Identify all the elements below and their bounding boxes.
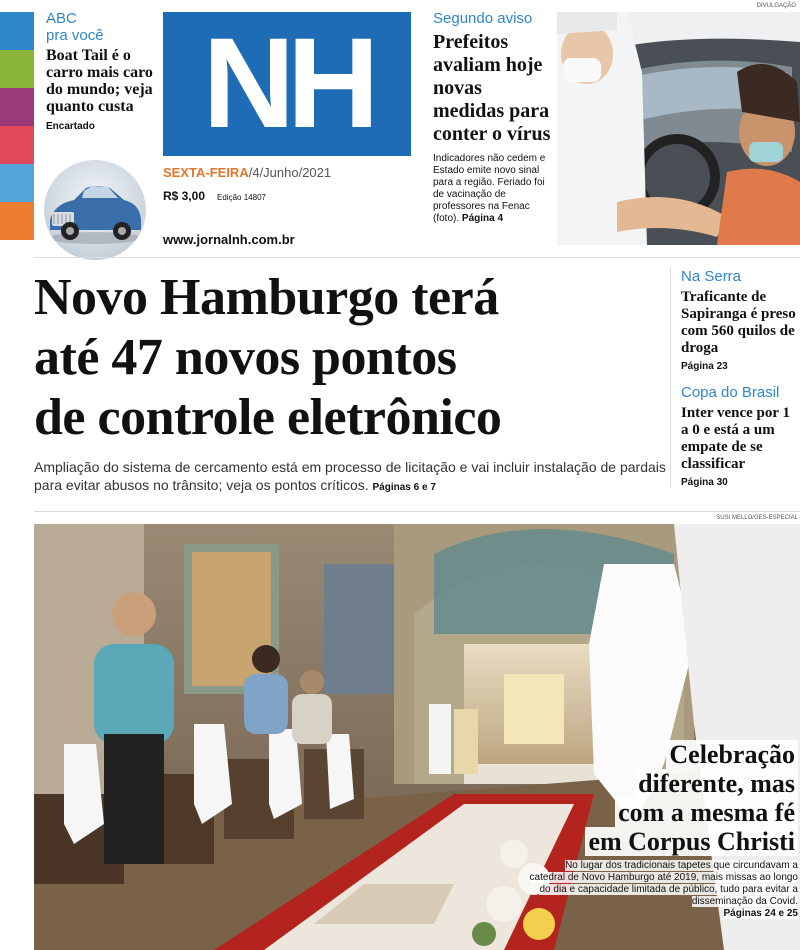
price: R$ 3,00 [163,189,206,203]
aviso-headline[interactable]: Prefeitos avaliam hoje novas medidas para conter o vírus [433,31,551,145]
photo-story-pages: Páginas 24 e 25 [723,908,798,919]
abc-tag: Encartado [46,121,95,132]
side-story-page: Página 30 [681,477,728,488]
section-tab-lightblue[interactable] [0,164,34,202]
car-photo[interactable] [44,160,146,260]
photo-story-caption[interactable] [528,740,798,919]
website-link[interactable]: www.jornalnh.com.br [163,232,295,247]
price-line [163,187,266,205]
side-story-na-serra[interactable] [681,268,800,372]
side-story-page: Página 23 [681,361,728,372]
main-pages: Páginas 6 e 7 [372,482,436,493]
car-illustration [44,160,146,260]
abc-kicker: ABC pra você [46,10,104,44]
side-story-headline[interactable]: Traficante de Sapiranga é preso com 560 quilos de droga [681,289,796,356]
aviso-kicker: Segundo aviso [433,10,533,27]
section-tab-purple[interactable] [0,88,34,126]
side-story-headline[interactable]: Inter vence por 1 a 0 e está a um empate de se classificar [681,405,791,472]
section-tab-green[interactable] [0,50,34,88]
photo-story-headline[interactable]: Celebração diferente, mas com a mesma fé em Corpus Christi [528,740,798,856]
vaccination-photo-credit: DIVULGAÇÃO [756,3,796,9]
photo-story-body: No lugar dos tradicionais tapetes que circundavam a catedral de Novo Hamburgo até 2019, mais missas ao longo do dia e capacidade limitada de público, tudo para evitar a disseminação da Covid. [529,860,798,907]
abc-teaser[interactable] [46,10,154,132]
divider-top [34,257,800,258]
side-story-kicker: Copa do Brasil [681,384,780,401]
aviso-body: Indicadores não cedem e Estado emite novo sinal para a região. Feriado foi de vacinação de professores na Fenac (foto). Página 4 [433,153,546,224]
aviso-page: Página 4 [461,213,504,224]
side-stories [670,268,800,488]
section-color-tabs [0,12,34,240]
weekday: SEXTA-FEIRA [163,165,249,180]
section-tab-blue[interactable] [0,12,34,50]
nh-logo-text: NH [202,12,372,155]
main-headline[interactable]: Novo Hamburgo terá até 47 novos pontos de controle eletrônico [34,269,502,446]
abc-headline[interactable]: Boat Tail é o carro mais caro do mundo; veja quanto custa [46,47,153,115]
section-tab-red[interactable] [0,126,34,164]
dateline [163,165,331,180]
edition: Edição 14807 [217,193,266,202]
section-tab-orange[interactable] [0,202,34,240]
side-story-kicker: Na Serra [681,268,742,285]
main-subhead: Ampliação do sistema de cercamento está em processo de licitação e vai incluir instalação de pardais para evitar abusos no trânsito; veja os pontos críticos. Páginas 6 e 7 [34,459,666,493]
side-story-copa-do-brasil[interactable] [681,384,800,488]
church-photo-credit: SUSI MELLO/GES-ESPECIAL [716,515,798,521]
date: /4/Junho/2021 [248,165,332,180]
vaccination-photo[interactable] [557,12,800,245]
segundo-aviso-story[interactable] [433,10,555,225]
divider-mid [34,511,800,512]
nh-logo[interactable] [163,12,411,156]
vaccination-illustration [557,12,800,245]
